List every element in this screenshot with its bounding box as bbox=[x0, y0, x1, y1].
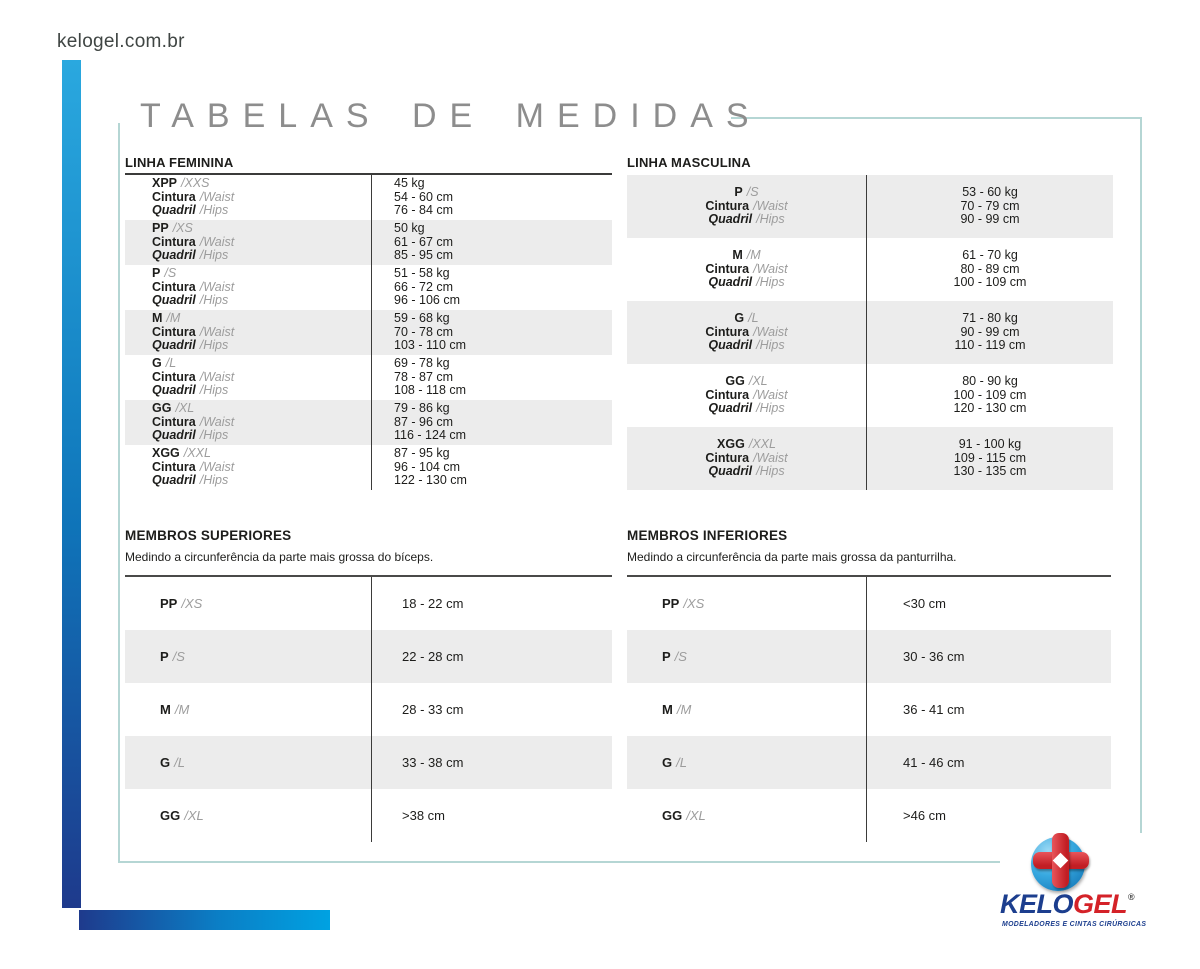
waist-label: Cintura bbox=[705, 387, 750, 402]
hips-label-intl: /Hips bbox=[756, 275, 785, 290]
hips-label-intl: /Hips bbox=[199, 383, 229, 398]
values-cell bbox=[372, 175, 612, 220]
size-label: GG bbox=[662, 808, 683, 823]
values-cell bbox=[867, 427, 1113, 490]
size-label-intl: /XS bbox=[683, 596, 705, 611]
table-title: MEMBROS INFERIORES bbox=[627, 528, 788, 543]
hips-value: 103 - 110 cm bbox=[394, 338, 467, 353]
size-row bbox=[627, 238, 1113, 301]
brand-name-part1: KELO bbox=[1000, 889, 1074, 919]
waist-label: Cintura bbox=[152, 279, 196, 294]
measure-value: 36 - 41 cm bbox=[903, 702, 965, 717]
waist-label-intl: /Waist bbox=[199, 369, 235, 384]
frame-border-left bbox=[118, 123, 120, 861]
waist-value: 87 - 96 cm bbox=[394, 414, 454, 429]
table-rows bbox=[125, 575, 612, 842]
size-row bbox=[125, 265, 612, 310]
size-row bbox=[125, 445, 612, 490]
waist-value: 70 - 79 cm bbox=[960, 198, 1020, 213]
size-label-intl: /M bbox=[166, 311, 181, 326]
hips-label: Quadril bbox=[152, 473, 196, 488]
size-cell bbox=[627, 427, 867, 490]
size-label: G bbox=[160, 755, 171, 770]
waist-value: 100 - 109 cm bbox=[953, 387, 1027, 402]
limb-size-row bbox=[627, 577, 1111, 630]
size-label-intl: /S bbox=[674, 649, 687, 664]
values-cell bbox=[867, 175, 1113, 238]
limb-size-row bbox=[627, 630, 1111, 683]
bottom-accent-bar bbox=[79, 910, 330, 930]
brand-tagline: MODELADORES E CINTAS CIRÚRGICAS bbox=[1002, 921, 1147, 928]
size-label: PP bbox=[662, 596, 680, 611]
size-label-intl: /M bbox=[174, 702, 190, 717]
size-cell bbox=[627, 238, 867, 301]
size-cell bbox=[125, 265, 372, 310]
limb-value-cell bbox=[867, 630, 1111, 683]
limb-size-cell bbox=[125, 630, 372, 683]
size-label: GG bbox=[725, 374, 745, 389]
values-cell bbox=[867, 364, 1113, 427]
waist-value: 66 - 72 cm bbox=[394, 279, 454, 294]
table-rows bbox=[125, 175, 612, 490]
size-label-intl: /XS bbox=[181, 596, 203, 611]
size-row bbox=[125, 355, 612, 400]
size-label: XGG bbox=[152, 446, 180, 461]
table-title: MEMBROS SUPERIORES bbox=[125, 528, 292, 543]
limb-size-cell bbox=[627, 736, 867, 789]
size-label: XGG bbox=[717, 437, 745, 452]
size-label-intl: /S bbox=[746, 185, 759, 200]
hips-label-intl: /Hips bbox=[199, 293, 229, 308]
size-row bbox=[627, 301, 1113, 364]
hips-label-intl: /Hips bbox=[199, 473, 229, 488]
table-title: LINHA FEMININA bbox=[125, 155, 612, 175]
size-label: P bbox=[662, 649, 671, 664]
weight-value: 91 - 100 kg bbox=[958, 437, 1022, 452]
hips-value: 96 - 106 cm bbox=[394, 293, 461, 308]
waist-label-intl: /Waist bbox=[753, 198, 788, 213]
size-label: P bbox=[734, 185, 743, 200]
hips-value: 108 - 118 cm bbox=[394, 383, 467, 398]
size-cell bbox=[627, 364, 867, 427]
waist-label: Cintura bbox=[705, 324, 750, 339]
waist-label-intl: /Waist bbox=[199, 459, 235, 474]
waist-label-intl: /Waist bbox=[753, 387, 788, 402]
waist-label-intl: /Waist bbox=[199, 279, 235, 294]
waist-label: Cintura bbox=[152, 459, 196, 474]
table-title: LINHA MASCULINA bbox=[627, 155, 751, 170]
hips-label: Quadril bbox=[152, 428, 196, 443]
limb-value-cell bbox=[372, 577, 612, 630]
size-label-intl: /L bbox=[174, 755, 185, 770]
limb-size-cell bbox=[125, 683, 372, 736]
limb-size-cell bbox=[627, 683, 867, 736]
weight-value: 80 - 90 kg bbox=[962, 374, 1018, 389]
table-description: Medindo a circunferência da parte mais grossa da panturrilha. bbox=[627, 550, 957, 564]
table-rows bbox=[627, 575, 1111, 842]
size-cell bbox=[627, 301, 867, 364]
limb-value-cell bbox=[867, 683, 1111, 736]
weight-value: 59 - 68 kg bbox=[394, 311, 450, 326]
registered-mark: ® bbox=[1128, 892, 1135, 902]
limb-size-row bbox=[125, 630, 612, 683]
waist-label: Cintura bbox=[152, 324, 196, 339]
weight-value: 61 - 70 kg bbox=[962, 248, 1018, 263]
size-label: GG bbox=[152, 401, 172, 416]
hips-label: Quadril bbox=[152, 248, 196, 263]
values-cell bbox=[372, 355, 612, 400]
waist-label: Cintura bbox=[152, 189, 196, 204]
weight-value: 50 kg bbox=[394, 221, 425, 236]
hips-label: Quadril bbox=[708, 464, 753, 479]
limb-size-row bbox=[125, 789, 612, 842]
frame-border-top bbox=[731, 117, 1141, 119]
hips-value: 130 - 135 cm bbox=[953, 464, 1027, 479]
waist-label-intl: /Waist bbox=[753, 450, 788, 465]
size-label-intl: /XXL bbox=[748, 437, 776, 452]
size-label-intl: /L bbox=[165, 356, 177, 371]
size-label: G bbox=[152, 356, 162, 371]
size-row bbox=[125, 400, 612, 445]
waist-label-intl: /Waist bbox=[199, 189, 235, 204]
waist-label: Cintura bbox=[705, 450, 750, 465]
values-cell bbox=[372, 310, 612, 355]
measure-value: 33 - 38 cm bbox=[402, 755, 464, 770]
measure-value: 30 - 36 cm bbox=[903, 649, 965, 664]
frame-border-bottom bbox=[118, 861, 1142, 863]
waist-label: Cintura bbox=[152, 414, 196, 429]
size-label: G bbox=[662, 755, 673, 770]
size-label: M bbox=[732, 248, 743, 263]
hips-value: 116 - 124 cm bbox=[394, 428, 467, 443]
values-cell bbox=[372, 265, 612, 310]
waist-label-intl: /Waist bbox=[199, 234, 235, 249]
left-accent-bar bbox=[62, 60, 81, 908]
size-label-intl: /XS bbox=[172, 221, 193, 236]
measure-value: 22 - 28 cm bbox=[402, 649, 464, 664]
kelogel-logo bbox=[1000, 833, 1160, 933]
size-row bbox=[627, 175, 1113, 238]
limb-value-cell bbox=[372, 789, 612, 842]
measure-value: >38 cm bbox=[402, 808, 445, 823]
size-cell bbox=[125, 445, 372, 490]
waist-value: 109 - 115 cm bbox=[953, 450, 1027, 465]
table-rows bbox=[627, 175, 1113, 490]
size-cell bbox=[627, 175, 867, 238]
size-label: PP bbox=[152, 221, 169, 236]
size-label: P bbox=[160, 649, 169, 664]
waist-label: Cintura bbox=[705, 198, 750, 213]
hips-label: Quadril bbox=[152, 293, 196, 308]
size-label-intl: /L bbox=[676, 755, 687, 770]
weight-value: 79 - 86 kg bbox=[394, 401, 450, 416]
size-label-intl: /L bbox=[748, 311, 759, 326]
hips-label: Quadril bbox=[152, 338, 196, 353]
hips-label-intl: /Hips bbox=[199, 248, 229, 263]
size-label-intl: /S bbox=[164, 266, 177, 281]
size-label-intl: /M bbox=[676, 702, 692, 717]
limb-size-row bbox=[125, 577, 612, 630]
waist-value: 70 - 78 cm bbox=[394, 324, 454, 339]
hips-label: Quadril bbox=[708, 275, 753, 290]
size-label-intl: /M bbox=[746, 248, 761, 263]
size-cell bbox=[125, 355, 372, 400]
limb-size-row bbox=[125, 736, 612, 789]
size-label-intl: /XL bbox=[175, 401, 195, 416]
limb-size-cell bbox=[125, 736, 372, 789]
limb-size-row bbox=[125, 683, 612, 736]
limb-value-cell bbox=[867, 736, 1111, 789]
values-cell bbox=[372, 445, 612, 490]
limb-size-cell bbox=[125, 577, 372, 630]
size-row bbox=[627, 427, 1113, 490]
values-cell bbox=[372, 400, 612, 445]
table-linha-masculina bbox=[627, 155, 1113, 490]
measure-value: 41 - 46 cm bbox=[903, 755, 965, 770]
hips-value: 122 - 130 cm bbox=[394, 473, 467, 488]
limb-size-cell bbox=[125, 789, 372, 842]
waist-value: 96 - 104 cm bbox=[394, 459, 461, 474]
hips-value: 76 - 84 cm bbox=[394, 203, 454, 218]
measure-value: 18 - 22 cm bbox=[402, 596, 464, 611]
hips-value: 90 - 99 cm bbox=[960, 212, 1020, 227]
waist-label-intl: /Waist bbox=[753, 324, 788, 339]
hips-label: Quadril bbox=[152, 203, 196, 218]
hips-label-intl: /Hips bbox=[756, 401, 785, 416]
site-url: kelogel.com.br bbox=[57, 31, 185, 52]
hips-value: 110 - 119 cm bbox=[954, 338, 1026, 353]
values-cell bbox=[372, 220, 612, 265]
size-label: M bbox=[152, 311, 163, 326]
waist-value: 61 - 67 cm bbox=[394, 234, 454, 249]
size-cell bbox=[125, 220, 372, 265]
hips-label-intl: /Hips bbox=[756, 338, 785, 353]
limb-value-cell bbox=[372, 736, 612, 789]
size-label-intl: /XL bbox=[686, 808, 706, 823]
waist-label: Cintura bbox=[152, 234, 196, 249]
hips-label-intl: /Hips bbox=[199, 428, 229, 443]
size-label: PP bbox=[160, 596, 178, 611]
limb-size-cell bbox=[627, 630, 867, 683]
waist-label: Cintura bbox=[705, 261, 750, 276]
hips-label: Quadril bbox=[708, 401, 753, 416]
table-membros-superiores bbox=[125, 528, 612, 842]
weight-value: 53 - 60 kg bbox=[962, 185, 1018, 200]
brand-wordmark bbox=[1000, 889, 1134, 920]
weight-value: 45 kg bbox=[394, 176, 425, 191]
size-label: G bbox=[734, 311, 745, 326]
measure-value: <30 cm bbox=[903, 596, 946, 611]
waist-value: 78 - 87 cm bbox=[394, 369, 454, 384]
limb-value-cell bbox=[867, 577, 1111, 630]
values-cell bbox=[867, 238, 1113, 301]
hips-value: 120 - 130 cm bbox=[953, 401, 1027, 416]
waist-label-intl: /Waist bbox=[753, 261, 788, 276]
hips-label: Quadril bbox=[708, 212, 753, 227]
hips-label: Quadril bbox=[152, 383, 196, 398]
limb-size-cell bbox=[627, 577, 867, 630]
size-cell bbox=[125, 310, 372, 355]
size-label-intl: /S bbox=[172, 649, 185, 664]
measure-value: >46 cm bbox=[903, 808, 946, 823]
hips-label-intl: /Hips bbox=[756, 212, 785, 227]
waist-value: 54 - 60 cm bbox=[394, 189, 454, 204]
size-label-intl: /XL bbox=[748, 374, 768, 389]
hips-label: Quadril bbox=[708, 338, 753, 353]
limb-size-cell bbox=[627, 789, 867, 842]
waist-value: 80 - 89 cm bbox=[960, 261, 1020, 276]
weight-value: 51 - 58 kg bbox=[394, 266, 450, 281]
size-label: M bbox=[160, 702, 171, 717]
size-label: M bbox=[662, 702, 673, 717]
limb-value-cell bbox=[372, 630, 612, 683]
size-row bbox=[125, 310, 612, 355]
size-cell bbox=[125, 400, 372, 445]
waist-label-intl: /Waist bbox=[199, 414, 235, 429]
limb-value-cell bbox=[372, 683, 612, 736]
size-row bbox=[627, 364, 1113, 427]
measure-value: 28 - 33 cm bbox=[402, 702, 464, 717]
size-label-intl: /XL bbox=[184, 808, 204, 823]
weight-value: 69 - 78 kg bbox=[394, 356, 450, 371]
size-label: P bbox=[152, 266, 161, 281]
values-cell bbox=[867, 301, 1113, 364]
hips-label-intl: /Hips bbox=[199, 203, 229, 218]
size-row bbox=[125, 220, 612, 265]
hips-label-intl: /Hips bbox=[756, 464, 785, 479]
table-linha-feminina bbox=[125, 155, 612, 490]
size-label: XPP bbox=[152, 176, 178, 191]
weight-value: 87 - 95 kg bbox=[394, 446, 450, 461]
waist-value: 90 - 99 cm bbox=[960, 324, 1020, 339]
brand-name-part2: GEL bbox=[1073, 889, 1128, 919]
size-cell bbox=[125, 175, 372, 220]
limb-size-row bbox=[627, 736, 1111, 789]
hips-label-intl: /Hips bbox=[199, 338, 229, 353]
waist-label: Cintura bbox=[152, 369, 196, 384]
table-membros-inferiores bbox=[627, 528, 1111, 842]
size-row bbox=[125, 175, 612, 220]
waist-label-intl: /Waist bbox=[199, 324, 235, 339]
frame-border-right bbox=[1140, 117, 1142, 863]
limb-size-row bbox=[627, 683, 1111, 736]
page-title: TABELAS DE MEDIDAS bbox=[140, 97, 762, 135]
hips-value: 85 - 95 cm bbox=[394, 248, 454, 263]
size-label-intl: /XXL bbox=[183, 446, 211, 461]
size-label-intl: /XXS bbox=[181, 176, 210, 191]
hips-value: 100 - 109 cm bbox=[953, 275, 1027, 290]
size-label: GG bbox=[160, 808, 181, 823]
weight-value: 71 - 80 kg bbox=[962, 311, 1018, 326]
table-description: Medindo a circunferência da parte mais grossa do bíceps. bbox=[125, 550, 434, 564]
